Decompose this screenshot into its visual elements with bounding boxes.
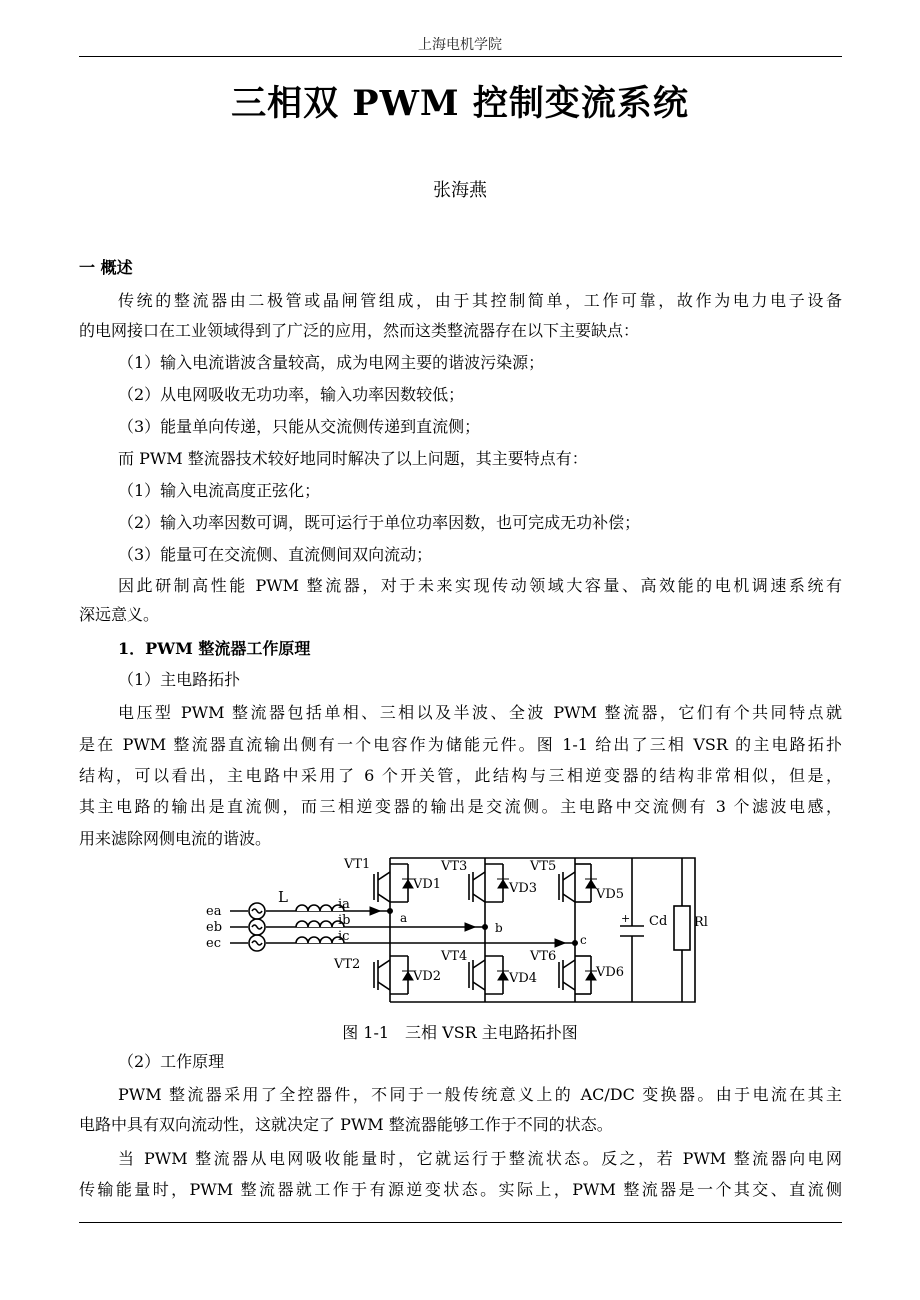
section-heading-principle: 1．PWM 整流器工作原理 [118, 639, 311, 658]
current-arrow-a [370, 907, 380, 915]
diode-vd3-icon [498, 880, 508, 888]
list-item: （1）输入电流谐波含量较高，成为电网主要的谐波污染源； [118, 353, 545, 372]
paragraph-line: 传输能量时，PWM 整流器就工作于有源逆变状态。实际上，PWM 整流器是一个其交、直流侧 [79, 1180, 842, 1199]
paragraph-line: 其主电路的输出是直流侧，而三相逆变器的输出是交流侧。主电路中交流侧有 3 个滤波电感， [79, 797, 842, 816]
label-node-a: a [400, 911, 408, 925]
label-ia: ia [338, 897, 350, 912]
diode-vd2-icon [403, 972, 413, 980]
label-node-c: c [580, 933, 587, 947]
label-ec: ec [206, 936, 221, 951]
label-vd3: VD3 [509, 881, 538, 896]
subsection-heading: （2）工作原理 [118, 1052, 225, 1071]
diode-vd1-icon [403, 880, 413, 888]
label-vd6: VD6 [596, 965, 625, 980]
load-resistor [674, 906, 690, 950]
label-ib: ib [338, 913, 351, 928]
switch-vt3 [469, 864, 503, 902]
paper-title: 三相双 PWM 控制变流系统 [231, 83, 689, 124]
label-vt6: VT6 [530, 949, 557, 964]
label-node-b: b [495, 921, 503, 935]
switch-vt4 [469, 956, 503, 994]
label-vt3: VT3 [441, 859, 468, 874]
label-vd4: VD4 [509, 971, 538, 986]
list-item: （3）能量单向传递，只能从交流侧传递到直流侧； [118, 417, 481, 436]
inductor-c-icon [296, 937, 344, 943]
switch-vt1 [374, 864, 408, 902]
paragraph-line: 深远意义。 [79, 605, 160, 624]
paragraph-line: PWM 整流器采用了全控器件，不同于一般传统意义上的 AC/DC 变换器。由于电流在其主 [118, 1085, 842, 1104]
current-arrow-c [555, 939, 565, 947]
label-ic: ic [338, 929, 350, 944]
label-rl: Rl [694, 915, 708, 930]
diode-vd4-icon [498, 972, 508, 980]
current-arrow-b [465, 923, 475, 931]
header-rule [79, 56, 842, 57]
label-vd2: VD2 [413, 969, 442, 984]
paragraph-line: 当 PWM 整流器从电网吸收能量时，它就运行于整流状态。反之，若 PWM 整流器向电网 [118, 1149, 842, 1168]
paragraph-line: 是在 PWM 整流器直流输出侧有一个电容作为储能元件。图 1-1 给出了三相 VSR 的主电路拓扑 [79, 735, 842, 754]
paragraph-line: 的电网接口在工业领域得到了广泛的应用，然而这类整流器存在以下主要缺点： [79, 321, 640, 340]
switch-vt2 [374, 956, 408, 994]
author-name: 张海燕 [433, 180, 487, 201]
label-vd5: VD5 [596, 887, 625, 902]
paragraph-line: 电压型 PWM 整流器包括单相、三相以及半波、全波 PWM 整流器，它们有个共同特点就 [118, 703, 842, 722]
label-inductor: L [278, 888, 288, 906]
footer-rule [79, 1222, 842, 1223]
section-heading-overview: 一 概述 [79, 258, 133, 277]
paragraph-line: 传统的整流器由二极管或晶闸管组成，由于其控制简单，工作可靠，故作为电力电子设备 [118, 291, 842, 310]
diode-vd5-icon [586, 880, 596, 888]
list-item: （2）输入功率因数可调，既可运行于单位功率因数，也可完成无功补偿； [118, 513, 641, 532]
label-vt5: VT5 [530, 859, 557, 874]
label-plus: + [621, 912, 631, 925]
inductor-a-icon [296, 905, 344, 911]
inductor-b-icon [296, 921, 344, 927]
label-eb: eb [206, 920, 223, 935]
figure-caption: 图 1-1 三相 VSR 主电路拓扑图 [342, 1023, 578, 1042]
running-header: 上海电机学院 [418, 37, 502, 53]
paragraph-line: 用来滤除网侧电流的谐波。 [79, 829, 272, 848]
paragraph-line: 因此研制高性能 PWM 整流器，对于未来实现传动领域大容量、高效能的电机调速系统有 [118, 576, 842, 595]
label-vd1: VD1 [413, 877, 442, 892]
vsr-circuit-diagram [200, 852, 715, 1009]
diode-vd6-icon [586, 972, 596, 980]
label-ea: ea [206, 904, 222, 919]
list-item: （3）能量可在交流侧、直流侧间双向流动； [118, 545, 433, 564]
list-item: （2）从电网吸收无功功率，输入功率因数较低； [118, 385, 465, 404]
label-vt2: VT2 [334, 957, 361, 972]
subsection-heading: （1）主电路拓扑 [118, 670, 241, 689]
label-vt1: VT1 [344, 857, 371, 872]
label-cd: Cd [649, 914, 668, 929]
paragraph-line: 结构，可以看出，主电路中采用了 6 个开关管，此结构与三相逆变器的结构非常相似，但是， [79, 766, 842, 785]
paragraph-line: 而 PWM 整流器技术较好地同时解决了以上问题，其主要特点有： [118, 449, 588, 468]
list-item: （1）输入电流高度正弦化； [118, 481, 321, 500]
paragraph-line: 电路中具有双向流动性，这就决定了 PWM 整流器能够工作于不同的状态。 [79, 1115, 613, 1134]
label-vt4: VT4 [441, 949, 468, 964]
